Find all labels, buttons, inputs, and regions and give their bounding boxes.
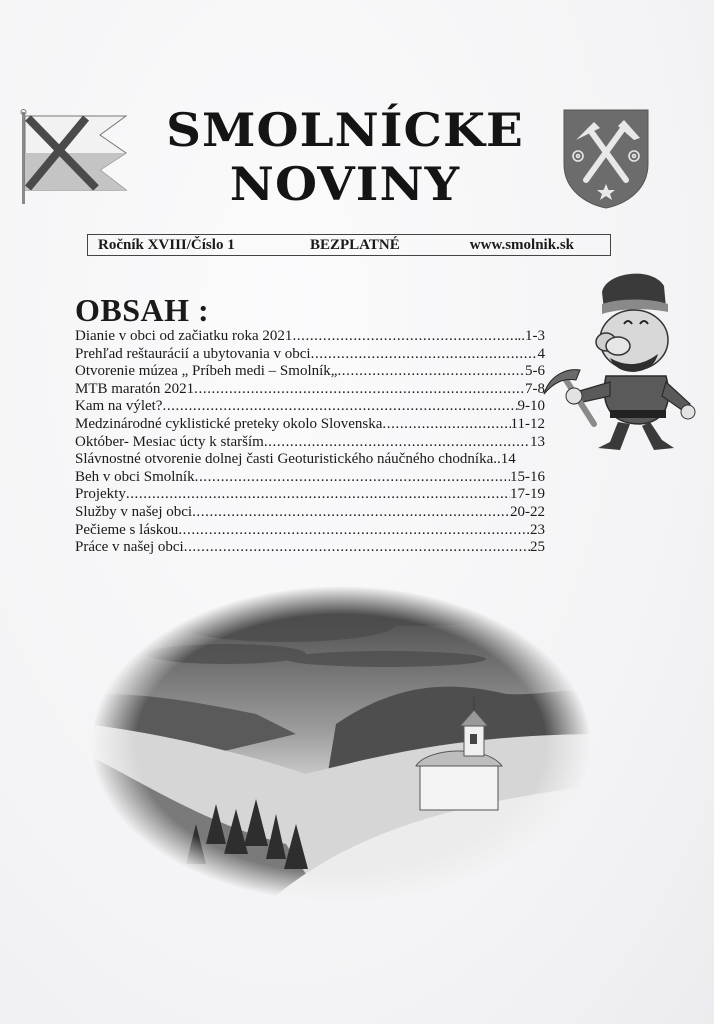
toc-leader-dots [292,328,517,346]
title-line-1: SMOLNÍCKE [166,103,524,157]
toc-item-title: Projekty [75,486,126,503]
issue-info-bar [87,234,611,256]
toc-item[interactable] [75,416,545,434]
toc-item-title: Medzinárodné cyklistické preteky okolo Slovenska [75,415,383,432]
contents-heading: OBSAH : [75,292,210,328]
toc-leader-dots [264,434,530,452]
website-link[interactable]: www.smolnik.sk [469,236,574,253]
toc-leader-dots [311,346,538,364]
toc-item[interactable] [75,398,545,416]
toc-item[interactable] [75,346,545,364]
toc-leader-dots [178,522,530,540]
toc-item-title: Beh v obci Smolník [75,468,195,485]
toc-item[interactable] [75,504,545,522]
toc-item[interactable] [75,486,545,504]
toc-item-title: Október- Mesiac úcty k starším [75,433,264,450]
toc-item-title: Slávnostné otvorenie dolnej časti Geoturistického náučného chodníka [75,451,494,468]
toc-leader-dots [184,539,530,557]
toc-item[interactable] [75,451,545,469]
toc-item-title: Kam na výlet? [75,398,163,415]
toc-item[interactable] [75,469,545,487]
toc-item-pages: 5-6 [525,363,545,380]
newspaper-title [130,104,561,210]
toc-item-pages: 23 [530,521,545,538]
winter-landscape-photo [86,584,606,904]
title-line-2: NOVINY [229,157,461,211]
coat-of-arms-icon [560,106,652,210]
toc-item-title: Dianie v obci od začiatku roka 2021 [75,328,293,344]
toc-leader-dots [195,469,510,487]
toc-item-pages: ..1-3 [517,328,545,344]
toc-item-pages: 17-19 [510,486,545,503]
toc-item-title: Pečieme s láskou [75,521,179,538]
toc-item-pages: 9-10 [517,398,545,415]
toc-item-pages: 4 [537,345,545,362]
toc-leader-dots [162,398,517,416]
toc-item-pages: 7-8 [525,380,545,397]
village-flag-icon [18,108,130,208]
toc-item-title: Otvorenie múzea „ Príbeh medi – Smolník„ [75,363,338,380]
toc-leader-dots [194,381,525,399]
toc-item-pages: 11-12 [510,415,545,432]
toc-item-pages: 20-22 [510,503,545,520]
toc-leader-dots [382,416,510,434]
toc-item[interactable] [75,363,545,381]
toc-leader-dots [192,504,510,522]
toc-item-title: Práce v našej obci [75,539,184,556]
toc-item-title: Prehľad reštaurácií a ubytovania v obci [75,345,311,362]
toc-item-title: Služby v našej obci [75,503,193,520]
issue-number: Ročník XVIII/Číslo 1 [98,236,235,253]
toc-item-pages: 25 [530,539,545,556]
toc-item-pages: ..14 [493,451,516,468]
toc-item-pages: 13 [530,433,545,450]
table-of-contents [75,328,545,557]
toc-item[interactable] [75,522,545,540]
price-label: BEZPLATNÉ [310,236,400,253]
toc-item[interactable] [75,434,545,452]
toc-item[interactable] [75,539,545,557]
toc-item[interactable] [75,328,545,346]
toc-leader-dots [337,363,525,381]
toc-item-pages: 15-16 [510,468,545,485]
toc-leader-dots [126,486,510,504]
toc-item-title: MTB maratón 2021 [75,380,195,397]
toc-item[interactable] [75,381,545,399]
